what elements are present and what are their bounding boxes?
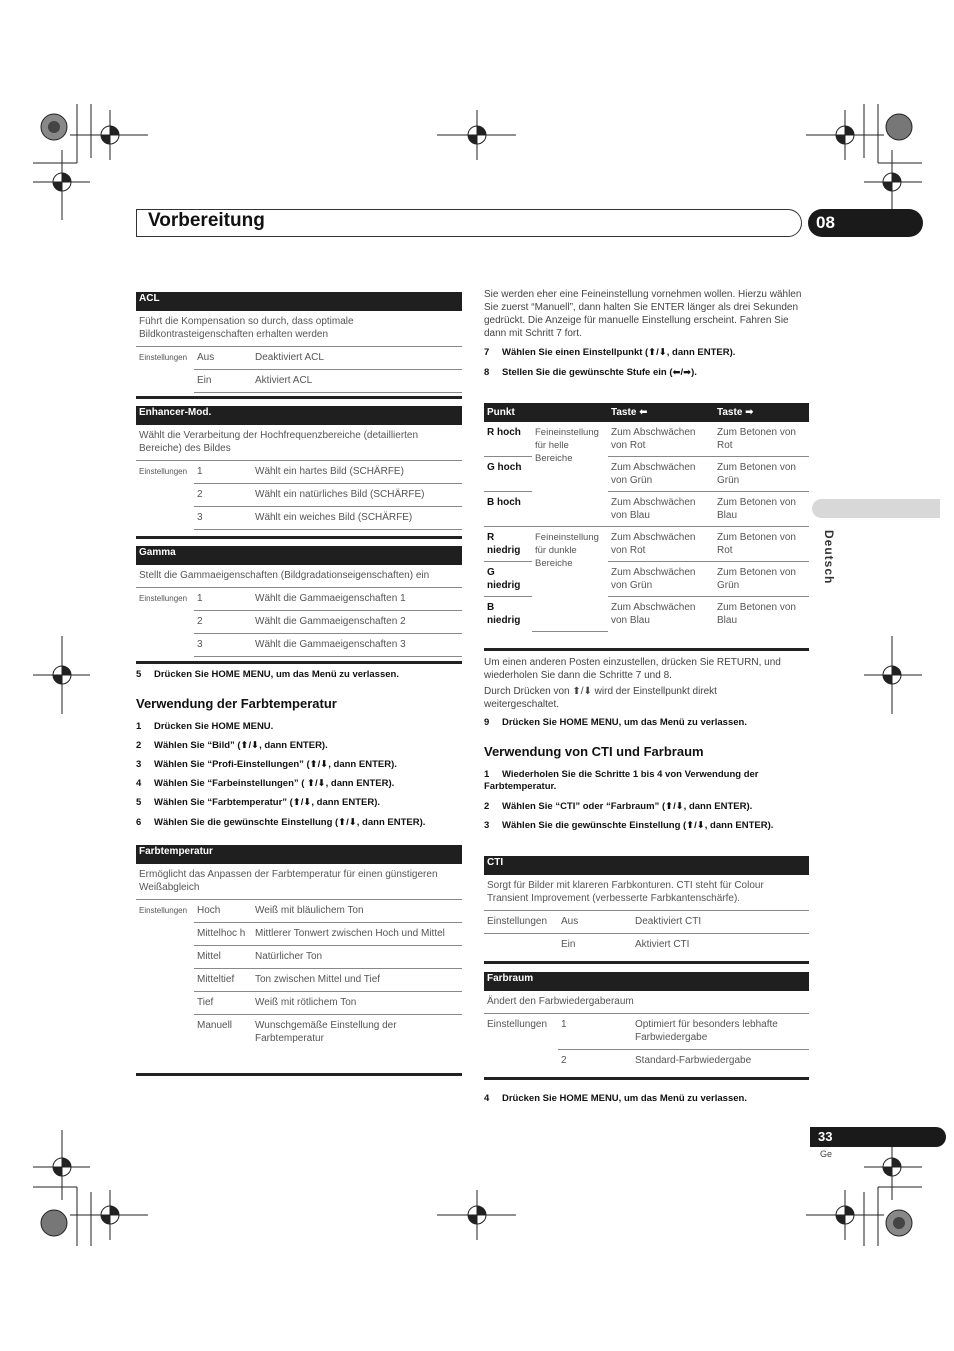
option-value: Wählt die Gammaeigenschaften 1 <box>252 588 462 611</box>
punkt-label: R hoch <box>484 422 532 457</box>
gamma-desc: Stellt die Gammaeigenschaften (Bildgradationseigenschaften) ein <box>136 565 462 588</box>
punkt-label: R niedrig <box>484 527 532 562</box>
chapter-number: 08 <box>808 209 923 237</box>
table-end-rule <box>484 648 809 651</box>
option: 3 <box>194 634 252 657</box>
group-label: Feineinstellung für helle Bereiche <box>532 422 608 527</box>
minus-effect: Zum Abschwächen von Rot <box>608 527 714 562</box>
option: Ein <box>194 370 252 393</box>
punkt-label: G hoch <box>484 457 532 492</box>
option: Mittel <box>194 946 252 969</box>
step-item: 4 Drücken Sie HOME MENU, um das Menü zu verlassen. <box>484 1093 747 1104</box>
step-item: 7 Wählen Sie einen Einstellpunkt (⬆/⬇, dann ENTER). <box>484 347 736 358</box>
option-value: Standard-Farbwiedergabe <box>635 1055 752 1066</box>
enhancer-desc: Wählt die Verarbeitung der Hochfrequenzbereiche (detaillierten Bereiche) des Bildes <box>136 425 462 461</box>
settings-label: Einstellungen <box>139 353 188 362</box>
intro-paragraph: Sie werden eher eine Feineinstellung vornehmen wollen. Hierzu wählen Sie zuerst “Manuell”, dann halten Sie ENTER länger als drei Sekunden gedrückt. Die Anzeige für manuelle Einstellung erscheint. Fahren Sie dann mit Schritt 7 fort. <box>484 289 802 339</box>
option: Manuell <box>197 1020 233 1031</box>
page-title: Vorbereitung <box>148 210 265 231</box>
plus-effect: Zum Betonen von Blau <box>714 492 809 527</box>
settings-label: Einstellungen <box>139 467 188 476</box>
option-value: Aktiviert ACL <box>252 370 462 393</box>
cti-title: CTI <box>484 856 809 875</box>
gamma-title: Gamma <box>136 546 462 565</box>
option: Tief <box>194 992 252 1015</box>
option: Mittelhoc h <box>194 923 252 946</box>
step-item: 6 Wählen Sie die gewünschte Einstellung (⬆/⬇, dann ENTER). <box>136 817 426 828</box>
option: 2 <box>194 484 252 507</box>
settings-label: Einstellungen <box>139 594 188 603</box>
page-number: 33 <box>810 1127 946 1147</box>
minus-effect: Zum Abschwächen von Blau <box>611 602 696 626</box>
option-value: Deaktiviert CTI <box>632 911 809 934</box>
step-item: 2 Wählen Sie “Bild” (⬆/⬇, dann ENTER). <box>136 740 328 751</box>
option: Hoch <box>194 900 252 923</box>
language-tab <box>812 499 940 518</box>
table-end-rule <box>484 961 809 964</box>
section-heading: Verwendung von CTI und Farbraum <box>484 744 704 759</box>
settings-label: Einstellungen <box>139 906 188 915</box>
option-value: Ton zwischen Mittel und Tief <box>252 969 462 992</box>
punkt-label: G niedrig <box>484 562 532 597</box>
table-end-rule <box>136 396 462 399</box>
note-paragraph: Um einen anderen Posten einzustellen, drücken Sie RETURN, und wiederholen Sie dann die Schritte 7 und 8. <box>484 657 781 681</box>
option-value: Weiß mit rötlichem Ton <box>252 992 462 1015</box>
option: Aus <box>194 347 252 370</box>
option: 1 <box>194 461 252 484</box>
option: 2 <box>194 611 252 634</box>
gamma-table <box>136 546 462 657</box>
option-value: Wählt ein natürliches Bild (SCHÄRFE) <box>252 484 462 507</box>
option: Aus <box>558 911 632 934</box>
group-label: Feineinstellung für dunkle Bereiche <box>532 527 608 632</box>
farbraum-desc: Ändert den Farbwiedergaberaum <box>484 991 809 1014</box>
step-item: 3 Wählen Sie die gewünschte Einstellung (⬆/⬇, dann ENTER). <box>484 820 774 831</box>
step-item: 4 Wählen Sie “Farbeinstellungen” ( ⬆/⬇, dann ENTER). <box>136 778 395 789</box>
language-label: Deutsch <box>822 530 836 585</box>
farbraum-table <box>484 972 809 1072</box>
acl-table <box>136 292 462 393</box>
punkt-label: B hoch <box>484 492 532 527</box>
option: 1 <box>194 588 252 611</box>
table-end-rule <box>136 1073 462 1076</box>
option-value: Wählt ein weiches Bild (SCHÄRFE) <box>252 507 462 530</box>
step-item: 8 Stellen Sie die gewünschte Stufe ein (⬅/➡). <box>484 367 697 378</box>
settings-label: Einstellungen <box>487 1019 548 1030</box>
step-item: 5 Drücken Sie HOME MENU, um das Menü zu verlassen. <box>136 669 399 680</box>
step-item: 3 Wählen Sie “Profi-Einstellungen” (⬆/⬇, dann ENTER). <box>136 759 397 770</box>
farbraum-title: Farbraum <box>484 972 809 991</box>
settings-label: Einstellungen <box>484 911 558 934</box>
option: 2 <box>561 1055 567 1066</box>
option-value: Wählt die Gammaeigenschaften 3 <box>252 634 462 657</box>
option-value: Wunschgemäße Einstellung der Farbtemperatur <box>255 1020 397 1044</box>
option-value: Deaktiviert ACL <box>252 347 462 370</box>
fine-adjust-table <box>484 403 809 632</box>
plus-effect: Zum Betonen von Blau <box>717 602 796 626</box>
step-item: 1 Wiederholen Sie die Schritte 1 bis 4 von Verwendung der Farbtemperatur. <box>484 769 759 792</box>
table-end-rule <box>136 661 462 664</box>
acl-desc: Führt die Kompensation so durch, dass optimale Bildkontrasteigenschaften erhalten werden <box>136 311 462 347</box>
farbtemperatur-desc: Ermöglicht das Anpassen der Farbtemperatur für einen günstigeren Weißabgleich <box>136 864 462 900</box>
cti-table <box>484 856 809 956</box>
plus-effect: Zum Betonen von Grün <box>714 457 809 492</box>
minus-effect: Zum Abschwächen von Blau <box>608 492 714 527</box>
farbtemperatur-title: Farbtemperatur <box>136 845 462 864</box>
option-value: Weiß mit bläulichem Ton <box>252 900 462 923</box>
col-taste-right: Taste ➡ <box>714 403 809 422</box>
step-item: 9 Drücken Sie HOME MENU, um das Menü zu verlassen. <box>484 717 747 728</box>
option-value: Wählt ein hartes Bild (SCHÄRFE) <box>252 461 462 484</box>
option-value: Natürlicher Ton <box>252 946 462 969</box>
option-value: Mittlerer Tonwert zwischen Hoch und Mittel <box>252 923 462 946</box>
col-punkt: Punkt <box>484 403 608 422</box>
step-item: 1 Drücken Sie HOME MENU. <box>136 721 274 732</box>
acl-title: ACL <box>136 292 462 311</box>
option-value: Aktiviert CTI <box>635 939 690 950</box>
punkt-label: B niedrig <box>487 602 521 626</box>
option-value: Optimiert für besonders lebhafte Farbwiedergabe <box>632 1014 809 1050</box>
enhancer-table <box>136 406 462 530</box>
step-item: 2 Wählen Sie “CTI” oder “Farbraum” (⬆/⬇, dann ENTER). <box>484 801 753 812</box>
step-item: 5 Wählen Sie “Farbtemperatur” (⬆/⬇, dann ENTER). <box>136 797 381 808</box>
col-taste-left: Taste ⬅ <box>608 403 714 422</box>
farbtemperatur-table <box>136 845 462 1050</box>
plus-effect: Zum Betonen von Rot <box>714 527 809 562</box>
option-value: Wählt die Gammaeigenschaften 2 <box>252 611 462 634</box>
option: 1 <box>558 1014 632 1050</box>
cti-desc: Sorgt für Bilder mit klareren Farbkonturen. CTI steht für Colour Transient Improvement (verbesserte Farbkantenschärfe). <box>484 875 809 911</box>
enhancer-title: Enhancer-Mod. <box>136 406 462 425</box>
option: 3 <box>194 507 252 530</box>
minus-effect: Zum Abschwächen von Grün <box>608 457 714 492</box>
table-end-rule <box>136 536 462 539</box>
plus-effect: Zum Betonen von Rot <box>714 422 809 457</box>
table-end-rule <box>484 1077 809 1080</box>
plus-effect: Zum Betonen von Grün <box>714 562 809 597</box>
note-paragraph: Durch Drücken von ⬆/⬇ wird der Einstellpunkt direkt weitergeschaltet. <box>484 686 717 710</box>
option: Ein <box>561 939 576 950</box>
page-language-code: Ge <box>820 1149 833 1159</box>
minus-effect: Zum Abschwächen von Rot <box>608 422 714 457</box>
option: Mitteltief <box>194 969 252 992</box>
minus-effect: Zum Abschwächen von Grün <box>608 562 714 597</box>
section-heading: Verwendung der Farbtemperatur <box>136 696 337 711</box>
